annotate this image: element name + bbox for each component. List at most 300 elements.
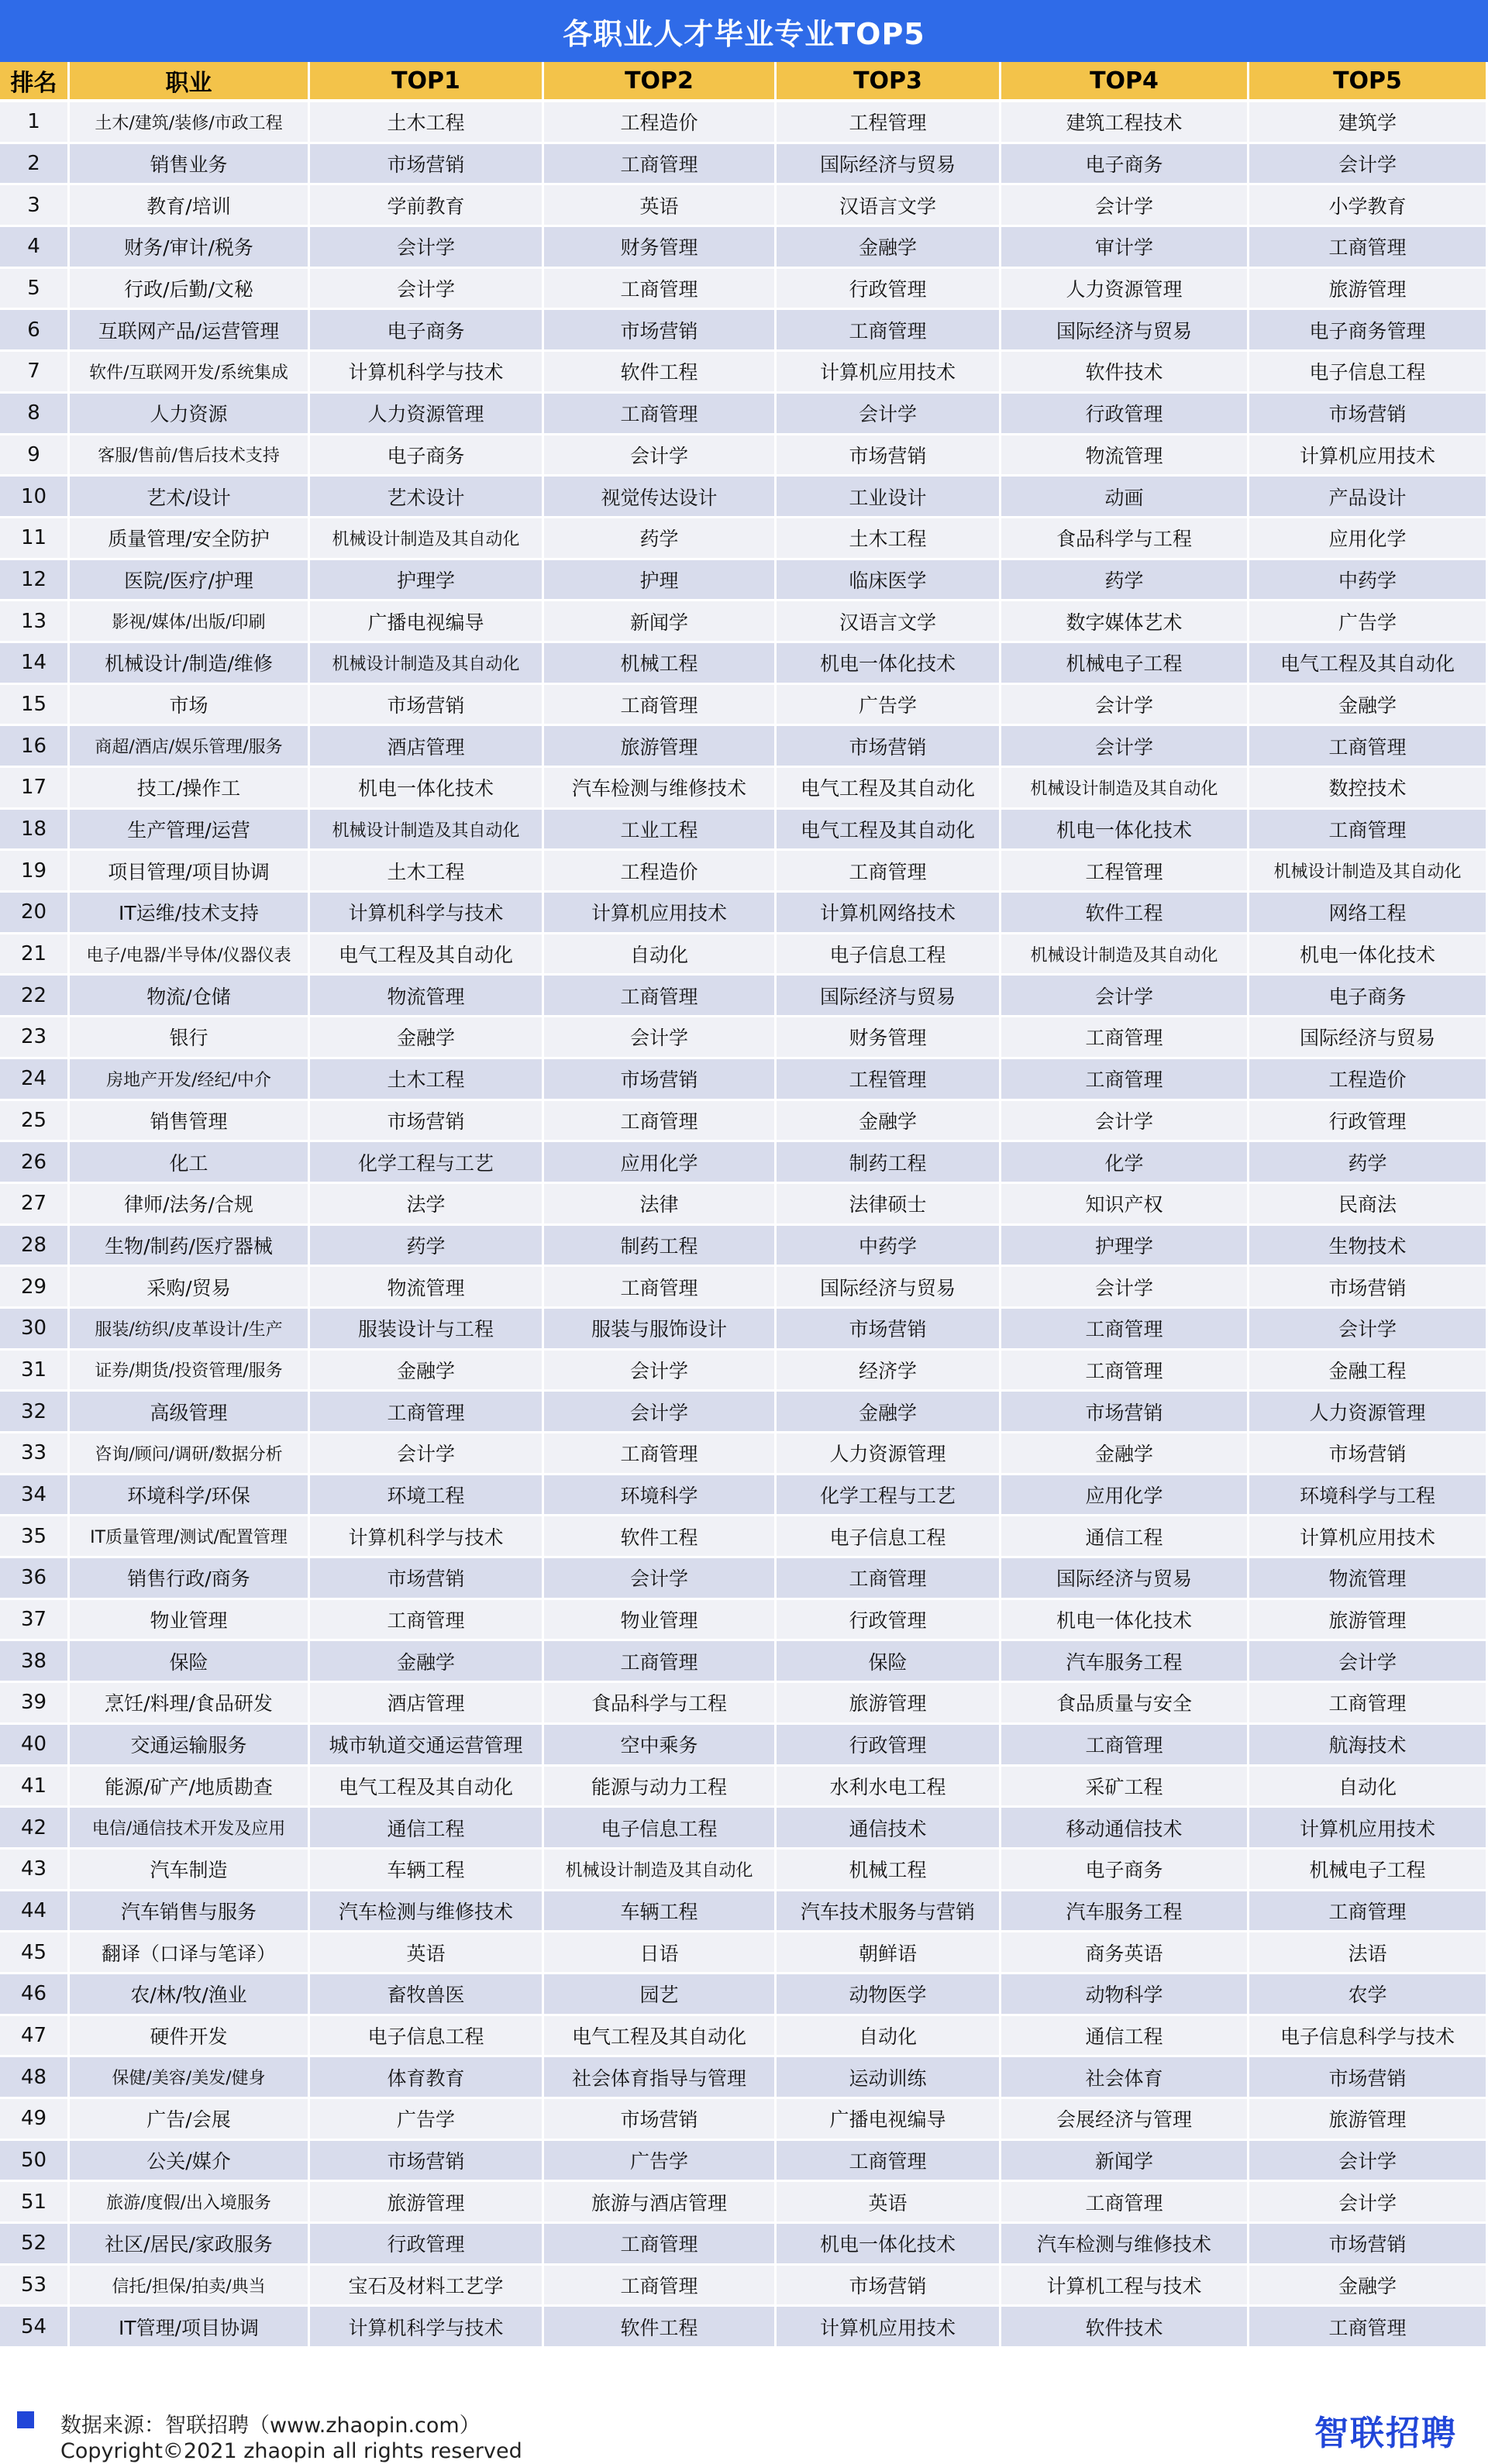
top1-cell: 计算机科学与技术 [310, 893, 544, 934]
top4-cell: 商务英语 [1001, 1932, 1249, 1974]
top4-cell: 市场营销 [1001, 1392, 1249, 1433]
top2-cell: 市场营销 [544, 2099, 777, 2141]
top1-cell: 电子商务 [310, 435, 544, 477]
top2-cell: 软件工程 [544, 2307, 777, 2349]
top4-cell: 汽车服务工程 [1001, 1641, 1249, 1683]
table-row [0, 601, 1488, 643]
top3-cell: 土木工程 [777, 518, 1001, 560]
occupation-cell: 物流/仓储 [70, 976, 310, 1017]
occupation-cell: IT质量管理/测试/配置管理 [70, 1516, 310, 1558]
rank-cell: 40 [0, 1725, 70, 1767]
top5-cell: 工商管理 [1249, 1891, 1488, 1933]
top4-cell: 护理学 [1001, 1226, 1249, 1268]
occupation-cell: 能源/矿产/地质勘查 [70, 1767, 310, 1808]
top1-cell: 人力资源管理 [310, 394, 544, 435]
table-row [0, 2141, 1488, 2183]
occupation-cell: 技工/操作工 [70, 768, 310, 810]
rank-cell: 31 [0, 1351, 70, 1392]
table-row [0, 269, 1488, 311]
top2-cell: 食品科学与工程 [544, 1683, 777, 1725]
table-row [0, 685, 1488, 727]
top3-cell: 广播电视编导 [777, 2099, 1001, 2141]
top4-cell: 化学 [1001, 1142, 1249, 1184]
top4-cell: 会计学 [1001, 1101, 1249, 1143]
table-row [0, 2099, 1488, 2141]
table-row [0, 1392, 1488, 1433]
rank-cell: 26 [0, 1142, 70, 1184]
top3-cell: 计算机应用技术 [777, 2307, 1001, 2349]
occupation-cell: 咨询/顾问/调研/数据分析 [70, 1433, 310, 1475]
top4-cell: 工商管理 [1001, 1059, 1249, 1101]
rank-cell: 20 [0, 893, 70, 934]
top1-cell: 车辆工程 [310, 1850, 544, 1891]
table-row [0, 227, 1488, 269]
top3-cell: 法律硕士 [777, 1184, 1001, 1226]
top1-cell: 电子信息工程 [310, 2016, 544, 2058]
top5-cell: 工商管理 [1249, 810, 1488, 852]
occupation-cell: 影视/媒体/出版/印刷 [70, 601, 310, 643]
top1-cell: 金融学 [310, 1351, 544, 1392]
top4-cell: 国际经济与贸易 [1001, 310, 1249, 352]
top1-cell: 机械设计制造及其自动化 [310, 643, 544, 685]
top4-cell: 工商管理 [1001, 2182, 1249, 2224]
top3-cell: 工业设计 [777, 477, 1001, 518]
occupation-cell: 教育/培训 [70, 185, 310, 227]
top4-cell: 动物科学 [1001, 1974, 1249, 2016]
top4-cell: 数字媒体艺术 [1001, 601, 1249, 643]
top5-cell: 环境科学与工程 [1249, 1475, 1488, 1517]
top5-cell: 旅游管理 [1249, 1600, 1488, 1642]
top1-cell: 市场营销 [310, 2141, 544, 2183]
rank-cell: 18 [0, 810, 70, 852]
top1-cell: 电子商务 [310, 310, 544, 352]
top1-cell: 市场营销 [310, 685, 544, 727]
header-top1: TOP1 [310, 62, 544, 102]
top2-cell: 环境科学 [544, 1475, 777, 1517]
top3-cell: 工商管理 [777, 310, 1001, 352]
occupation-cell: 项目管理/项目协调 [70, 851, 310, 893]
rank-cell: 28 [0, 1226, 70, 1268]
top2-cell: 制药工程 [544, 1226, 777, 1268]
top2-cell: 工商管理 [544, 976, 777, 1017]
top3-cell: 国际经济与贸易 [777, 1267, 1001, 1309]
top4-cell: 人力资源管理 [1001, 269, 1249, 311]
table-row [0, 1433, 1488, 1475]
table-row [0, 1558, 1488, 1600]
top1-cell: 工商管理 [310, 1392, 544, 1433]
majors-table [0, 62, 1488, 2349]
top3-cell: 市场营销 [777, 726, 1001, 768]
top3-cell: 金融学 [777, 227, 1001, 269]
top2-cell: 药学 [544, 518, 777, 560]
table-row [0, 185, 1488, 227]
top3-cell: 行政管理 [777, 269, 1001, 311]
top1-cell: 会计学 [310, 227, 544, 269]
top3-cell: 市场营销 [777, 435, 1001, 477]
table-row [0, 1600, 1488, 1642]
top3-cell: 电气工程及其自动化 [777, 768, 1001, 810]
occupation-cell: 客服/售前/售后技术支持 [70, 435, 310, 477]
top4-cell: 机械电子工程 [1001, 643, 1249, 685]
top4-cell: 移动通信技术 [1001, 1808, 1249, 1850]
rank-cell: 53 [0, 2266, 70, 2307]
header-top3: TOP3 [777, 62, 1001, 102]
top5-cell: 工程造价 [1249, 1059, 1488, 1101]
occupation-cell: 交通运输服务 [70, 1725, 310, 1767]
table-title: 各职业人才毕业专业TOP5 [0, 0, 1488, 62]
top1-cell: 物流管理 [310, 1267, 544, 1309]
top3-cell: 水利水电工程 [777, 1767, 1001, 1808]
rank-cell: 13 [0, 601, 70, 643]
top4-cell: 会展经济与管理 [1001, 2099, 1249, 2141]
top4-cell: 应用化学 [1001, 1475, 1249, 1517]
occupation-cell: 土木/建筑/装修/市政工程 [70, 102, 310, 144]
top1-cell: 计算机科学与技术 [310, 352, 544, 394]
table-row [0, 2266, 1488, 2307]
occupation-cell: 电信/通信技术开发及应用 [70, 1808, 310, 1850]
top3-cell: 保险 [777, 1641, 1001, 1683]
top2-cell: 电气工程及其自动化 [544, 2016, 777, 2058]
rank-cell: 48 [0, 2057, 70, 2099]
table-row [0, 893, 1488, 934]
top2-cell: 护理 [544, 560, 777, 602]
top1-cell: 机械设计制造及其自动化 [310, 810, 544, 852]
table-body [0, 102, 1488, 2349]
top4-cell: 建筑工程技术 [1001, 102, 1249, 144]
top1-cell: 电气工程及其自动化 [310, 934, 544, 976]
header-row [0, 62, 1488, 102]
table-row [0, 518, 1488, 560]
rank-cell: 30 [0, 1309, 70, 1351]
top2-cell: 旅游管理 [544, 726, 777, 768]
occupation-cell: 软件/互联网开发/系统集成 [70, 352, 310, 394]
top4-cell: 会计学 [1001, 1267, 1249, 1309]
rank-cell: 45 [0, 1932, 70, 1974]
top5-cell: 金融学 [1249, 2266, 1488, 2307]
top4-cell: 机械设计制造及其自动化 [1001, 768, 1249, 810]
top2-cell: 计算机应用技术 [544, 893, 777, 934]
top3-cell: 机电一体化技术 [777, 643, 1001, 685]
top4-cell: 电子商务 [1001, 144, 1249, 186]
top4-cell: 会计学 [1001, 685, 1249, 727]
top4-cell: 工商管理 [1001, 1309, 1249, 1351]
table-row [0, 726, 1488, 768]
top5-cell: 民商法 [1249, 1184, 1488, 1226]
top2-cell: 工程造价 [544, 851, 777, 893]
top5-cell: 机电一体化技术 [1249, 934, 1488, 976]
top1-cell: 汽车检测与维修技术 [310, 1891, 544, 1933]
top3-cell: 行政管理 [777, 1600, 1001, 1642]
top5-cell: 计算机应用技术 [1249, 1808, 1488, 1850]
top2-cell: 会计学 [544, 1351, 777, 1392]
top3-cell: 机械工程 [777, 1850, 1001, 1891]
top1-cell: 酒店管理 [310, 1683, 544, 1725]
occupation-cell: 广告/会展 [70, 2099, 310, 2141]
rank-cell: 38 [0, 1641, 70, 1683]
top5-cell: 药学 [1249, 1142, 1488, 1184]
top2-cell: 工业工程 [544, 810, 777, 852]
top2-cell: 会计学 [544, 435, 777, 477]
top5-cell: 市场营销 [1249, 1433, 1488, 1475]
top3-cell: 工程管理 [777, 102, 1001, 144]
top1-cell: 艺术设计 [310, 477, 544, 518]
top1-cell: 化学工程与工艺 [310, 1142, 544, 1184]
top4-cell: 新闻学 [1001, 2141, 1249, 2183]
occupation-cell: 旅游/度假/出入境服务 [70, 2182, 310, 2224]
table-row [0, 1351, 1488, 1392]
rank-cell: 19 [0, 851, 70, 893]
top2-cell: 英语 [544, 185, 777, 227]
top2-cell: 会计学 [544, 1017, 777, 1059]
top5-cell: 会计学 [1249, 1641, 1488, 1683]
top4-cell: 动画 [1001, 477, 1249, 518]
top3-cell: 国际经济与贸易 [777, 976, 1001, 1017]
top5-cell: 金融学 [1249, 685, 1488, 727]
header-top4: TOP4 [1001, 62, 1249, 102]
top3-cell: 行政管理 [777, 1725, 1001, 1767]
top1-cell: 药学 [310, 1226, 544, 1268]
table-row [0, 1226, 1488, 1268]
occupation-cell: 采购/贸易 [70, 1267, 310, 1309]
top4-cell: 行政管理 [1001, 394, 1249, 435]
top1-cell: 电气工程及其自动化 [310, 1767, 544, 1808]
top1-cell: 市场营销 [310, 1101, 544, 1143]
top4-cell: 机电一体化技术 [1001, 1600, 1249, 1642]
top2-cell: 软件工程 [544, 352, 777, 394]
header-top5: TOP5 [1249, 62, 1488, 102]
table-row [0, 352, 1488, 394]
top2-cell: 日语 [544, 1932, 777, 1974]
rank-cell: 52 [0, 2224, 70, 2266]
table-row [0, 477, 1488, 518]
top4-cell: 社会体育 [1001, 2057, 1249, 2099]
top5-cell: 市场营销 [1249, 1267, 1488, 1309]
table-row [0, 1641, 1488, 1683]
top2-cell: 市场营销 [544, 310, 777, 352]
top1-cell: 土木工程 [310, 851, 544, 893]
top5-cell: 工商管理 [1249, 2307, 1488, 2349]
top1-cell: 会计学 [310, 1433, 544, 1475]
top2-cell: 会计学 [544, 1558, 777, 1600]
top2-cell: 工商管理 [544, 2224, 777, 2266]
rank-cell: 50 [0, 2141, 70, 2183]
top5-cell: 旅游管理 [1249, 2099, 1488, 2141]
top3-cell: 广告学 [777, 685, 1001, 727]
top4-cell: 采矿工程 [1001, 1767, 1249, 1808]
top3-cell: 经济学 [777, 1351, 1001, 1392]
table-row [0, 1850, 1488, 1891]
top4-cell: 软件技术 [1001, 2307, 1249, 2349]
rank-cell: 34 [0, 1475, 70, 1517]
footer [0, 2408, 1488, 2464]
rank-cell: 37 [0, 1600, 70, 1642]
zhaopin-logo: 智联招聘 [1314, 2414, 1457, 2453]
top2-cell: 新闻学 [544, 601, 777, 643]
rank-cell: 10 [0, 477, 70, 518]
occupation-cell: 环境科学/环保 [70, 1475, 310, 1517]
occupation-cell: 高级管理 [70, 1392, 310, 1433]
top5-cell: 法语 [1249, 1932, 1488, 1974]
top3-cell: 人力资源管理 [777, 1433, 1001, 1475]
rank-cell: 21 [0, 934, 70, 976]
top5-cell: 应用化学 [1249, 518, 1488, 560]
occupation-cell: 银行 [70, 1017, 310, 1059]
top5-cell: 市场营销 [1249, 2224, 1488, 2266]
top3-cell: 计算机应用技术 [777, 352, 1001, 394]
top3-cell: 电子信息工程 [777, 934, 1001, 976]
table-row [0, 2016, 1488, 2058]
rank-cell: 47 [0, 2016, 70, 2058]
top2-cell: 能源与动力工程 [544, 1767, 777, 1808]
table-row [0, 1184, 1488, 1226]
top5-cell: 电子商务管理 [1249, 310, 1488, 352]
top5-cell: 物流管理 [1249, 1558, 1488, 1600]
top3-cell: 自动化 [777, 2016, 1001, 2058]
table-row [0, 1017, 1488, 1059]
rank-cell: 44 [0, 1891, 70, 1933]
top4-cell: 会计学 [1001, 726, 1249, 768]
top5-cell: 生物技术 [1249, 1226, 1488, 1268]
table-row [0, 1267, 1488, 1309]
top3-cell: 动物医学 [777, 1974, 1001, 2016]
top2-cell: 工商管理 [544, 1641, 777, 1683]
rank-cell: 25 [0, 1101, 70, 1143]
top1-cell: 英语 [310, 1932, 544, 1974]
top4-cell: 工商管理 [1001, 1725, 1249, 1767]
top3-cell: 临床医学 [777, 560, 1001, 602]
occupation-cell: 保险 [70, 1641, 310, 1683]
top1-cell: 畜牧兽医 [310, 1974, 544, 2016]
top3-cell: 运动训练 [777, 2057, 1001, 2099]
top2-cell: 会计学 [544, 1392, 777, 1433]
occupation-cell: 公关/媒介 [70, 2141, 310, 2183]
top5-cell: 广告学 [1249, 601, 1488, 643]
top2-cell: 旅游与酒店管理 [544, 2182, 777, 2224]
rank-cell: 33 [0, 1433, 70, 1475]
top2-cell: 财务管理 [544, 227, 777, 269]
top2-cell: 空中乘务 [544, 1725, 777, 1767]
rank-cell: 14 [0, 643, 70, 685]
top5-cell: 旅游管理 [1249, 269, 1488, 311]
table-row [0, 2224, 1488, 2266]
top3-cell: 金融学 [777, 1392, 1001, 1433]
top1-cell: 土木工程 [310, 102, 544, 144]
top1-cell: 广播电视编导 [310, 601, 544, 643]
header-top2: TOP2 [544, 62, 777, 102]
table-row [0, 1891, 1488, 1933]
occupation-cell: 翻译（口译与笔译） [70, 1932, 310, 1974]
bullet-square-icon [17, 2411, 34, 2428]
top1-cell: 服装设计与工程 [310, 1309, 544, 1351]
occupation-cell: 硬件开发 [70, 2016, 310, 2058]
top2-cell: 园艺 [544, 1974, 777, 2016]
top4-cell: 食品科学与工程 [1001, 518, 1249, 560]
occupation-cell: 生产管理/运营 [70, 810, 310, 852]
top3-cell: 电子信息工程 [777, 1516, 1001, 1558]
top4-cell: 工商管理 [1001, 1351, 1249, 1392]
top2-cell: 市场营销 [544, 1059, 777, 1101]
occupation-cell: 质量管理/安全防护 [70, 518, 310, 560]
table-row [0, 310, 1488, 352]
rank-cell: 46 [0, 1974, 70, 2016]
top4-cell: 会计学 [1001, 185, 1249, 227]
occupation-cell: 医院/医疗/护理 [70, 560, 310, 602]
top4-cell: 物流管理 [1001, 435, 1249, 477]
table-row [0, 1059, 1488, 1101]
rank-cell: 43 [0, 1850, 70, 1891]
top5-cell: 市场营销 [1249, 394, 1488, 435]
top3-cell: 金融学 [777, 1101, 1001, 1143]
table-row [0, 2182, 1488, 2224]
table-row [0, 851, 1488, 893]
top1-cell: 市场营销 [310, 144, 544, 186]
rank-cell: 2 [0, 144, 70, 186]
rank-cell: 41 [0, 1767, 70, 1808]
top1-cell: 土木工程 [310, 1059, 544, 1101]
top1-cell: 机电一体化技术 [310, 768, 544, 810]
top2-cell: 工商管理 [544, 685, 777, 727]
rank-cell: 42 [0, 1808, 70, 1850]
top5-cell: 计算机应用技术 [1249, 435, 1488, 477]
occupation-cell: 服装/纺织/皮革设计/生产 [70, 1309, 310, 1351]
top2-cell: 自动化 [544, 934, 777, 976]
top3-cell: 财务管理 [777, 1017, 1001, 1059]
rank-cell: 39 [0, 1683, 70, 1725]
top2-cell: 工商管理 [544, 269, 777, 311]
table-row [0, 976, 1488, 1017]
rank-cell: 3 [0, 185, 70, 227]
top1-cell: 法学 [310, 1184, 544, 1226]
top5-cell: 数控技术 [1249, 768, 1488, 810]
rank-cell: 7 [0, 352, 70, 394]
occupation-cell: 销售业务 [70, 144, 310, 186]
top5-cell: 机械设计制造及其自动化 [1249, 851, 1488, 893]
top5-cell: 电子商务 [1249, 976, 1488, 1017]
top1-cell: 通信工程 [310, 1808, 544, 1850]
top3-cell: 市场营销 [777, 2266, 1001, 2307]
header-rank: 排名 [0, 62, 70, 102]
top2-cell: 工商管理 [544, 394, 777, 435]
top2-cell: 社会体育指导与管理 [544, 2057, 777, 2099]
top2-cell: 法律 [544, 1184, 777, 1226]
top1-cell: 会计学 [310, 269, 544, 311]
top5-cell: 中药学 [1249, 560, 1488, 602]
top2-cell: 物业管理 [544, 1600, 777, 1642]
rank-cell: 6 [0, 310, 70, 352]
top1-cell: 城市轨道交通运营管理 [310, 1725, 544, 1767]
top4-cell: 工程管理 [1001, 851, 1249, 893]
table-row [0, 1767, 1488, 1808]
occupation-cell: 销售行政/商务 [70, 1558, 310, 1600]
rank-cell: 49 [0, 2099, 70, 2141]
top2-cell: 车辆工程 [544, 1891, 777, 1933]
top2-cell: 汽车检测与维修技术 [544, 768, 777, 810]
header-occupation: 职业 [70, 62, 310, 102]
top3-cell: 旅游管理 [777, 1683, 1001, 1725]
top5-cell: 航海技术 [1249, 1725, 1488, 1767]
top3-cell: 中药学 [777, 1226, 1001, 1268]
top3-cell: 会计学 [777, 394, 1001, 435]
table-row [0, 1142, 1488, 1184]
occupation-cell: 艺术/设计 [70, 477, 310, 518]
top3-cell: 通信技术 [777, 1808, 1001, 1850]
occupation-cell: 汽车销售与服务 [70, 1891, 310, 1933]
top3-cell: 国际经济与贸易 [777, 144, 1001, 186]
top1-cell: 行政管理 [310, 2224, 544, 2266]
top1-cell: 物流管理 [310, 976, 544, 1017]
occupation-cell: 生物/制药/医疗器械 [70, 1226, 310, 1268]
top5-cell: 计算机应用技术 [1249, 1516, 1488, 1558]
